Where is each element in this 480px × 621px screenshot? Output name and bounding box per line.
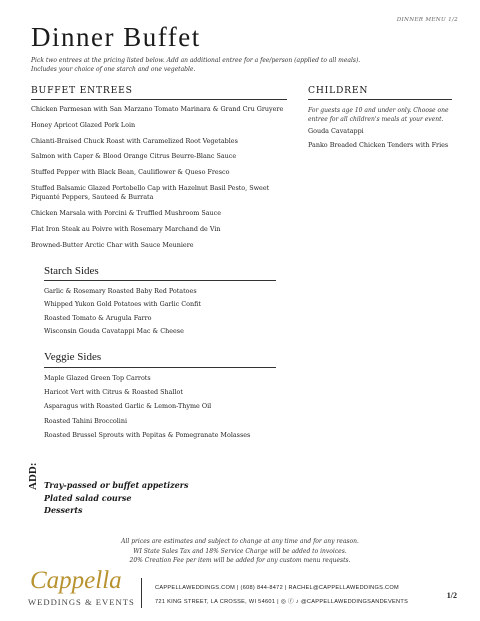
tiktok-icon: ♪ bbox=[295, 599, 300, 605]
list-item: Maple Glazed Green Top Carrots bbox=[44, 374, 151, 382]
children-heading: CHILDREN bbox=[308, 85, 369, 96]
list-item: Flat Iron Steak au Poivre with Rosemary Marchand de Vin bbox=[31, 224, 221, 233]
list-item: Stuffed Pepper with Black Bean, Cauliflower & Queso Fresco bbox=[31, 168, 230, 177]
contact-line bbox=[155, 596, 408, 605]
entrees-rule bbox=[31, 99, 287, 100]
list-item: Chicken Parmesan with San Marzano Tomato Marinara & Grand Cru Gruyere bbox=[31, 105, 284, 113]
brand-logo-subtitle: WEDDINGS & EVENTS bbox=[28, 597, 135, 607]
footnote-line: All prices are estimates and subject to change at any time and for any reason. bbox=[121, 538, 359, 545]
page-label: DINNER MENU 1/2 bbox=[396, 17, 458, 23]
entrees-list bbox=[31, 105, 291, 257]
list-item: Browned-Butter Arctic Char with Sauce Meuniere bbox=[31, 240, 194, 249]
page-number: 1/2 bbox=[446, 591, 457, 600]
social-handle: @CAPPELLAWEDDINGSANDEVENTS bbox=[300, 599, 409, 605]
list-item: Wisconsin Gouda Cavatappi Mac & Cheese bbox=[44, 326, 184, 335]
children-list bbox=[308, 127, 448, 150]
address: 721 KING STREET, LA CROSSE, WI 54601 | bbox=[155, 599, 281, 605]
contact-line: CAPPELLAWEDDINGS.COM | (608) 844-8472 | RACHEL@CAPPELLAWEDDINGS.COM bbox=[155, 585, 400, 591]
list-item: Chicken Marsala with Porcini & Truffled Mushroom Sauce bbox=[31, 209, 222, 218]
list-item: Panko Breaded Chicken Tenders with Fries bbox=[308, 141, 449, 149]
veggie-heading: Veggie Sides bbox=[44, 351, 102, 363]
children-note bbox=[308, 106, 458, 124]
list-item: Gouda Cavatappi bbox=[308, 127, 364, 135]
list-item: Whipped Yukon Gold Potatoes with Garlic Confit bbox=[44, 300, 201, 309]
veggie-rule bbox=[44, 367, 276, 368]
brand-logo: Cappella bbox=[30, 567, 122, 594]
intro-text bbox=[31, 56, 411, 74]
list-item: Garlic & Rosemary Roasted Baby Red Potatoes bbox=[44, 287, 197, 295]
facebook-icon: ⓕ bbox=[287, 599, 295, 605]
footnotes bbox=[0, 537, 480, 566]
intro-line: Pick two entrees at the pricing listed below. Add an additional entree for a fee/person (applied to all meals). bbox=[31, 57, 361, 64]
starch-rule bbox=[44, 280, 276, 281]
add-label: ADD: bbox=[27, 462, 39, 490]
list-item: Stuffed Balsamic Glazed Portobello Cap with Hazelnut Basil Pesto, Sweet bbox=[31, 183, 270, 192]
children-note-line: For guests age 10 and under only. Choose one bbox=[308, 107, 449, 114]
starch-list bbox=[44, 287, 201, 336]
list-item: Salmon with Caper & Blood Orange Citrus Beurre-Blanc Sauce bbox=[31, 152, 237, 161]
starch-heading: Starch Sides bbox=[44, 265, 99, 277]
list-item: Haricot Vert with Citrus & Roasted Shallot bbox=[44, 388, 183, 397]
children-note-line: entree for all children's meals at your event. bbox=[308, 116, 444, 124]
footer-divider bbox=[141, 578, 142, 608]
list-item: Chianti-Braised Chuck Roast with Caramelized Root Vegetables bbox=[31, 136, 238, 145]
list-item: Asparagus with Roasted Garlic & Lemon-Thyme Oil bbox=[44, 402, 212, 411]
intro-line: Includes your choice of one starch and one vegetable. bbox=[31, 66, 196, 74]
children-rule bbox=[308, 99, 452, 100]
list-item: Piquanté Peppers, Sauteed & Burrata bbox=[31, 193, 154, 202]
list-item: Roasted Brussel Sprouts with Pepitas & Pomegranate Molasses bbox=[44, 430, 251, 439]
add-list bbox=[44, 480, 188, 515]
instagram-icon: ◎ bbox=[280, 599, 287, 605]
list-item: Tray-passed or buffet appetizers bbox=[44, 480, 189, 490]
page-title: Dinner Buffet bbox=[31, 22, 201, 52]
list-item: Desserts bbox=[44, 505, 83, 515]
list-item: Plated salad course bbox=[44, 492, 132, 503]
veggie-list bbox=[44, 374, 250, 440]
list-item: Honey Apricot Glazed Pork Loin bbox=[31, 120, 136, 129]
footnote-line: 20% Creation Fee per item will be added for any custom menu requests. bbox=[129, 557, 351, 564]
entrees-heading: BUFFET ENTREES bbox=[31, 85, 133, 96]
list-item: Roasted Tahini Broccolini bbox=[44, 416, 127, 425]
list-item: Roasted Tomato & Arugula Farro bbox=[44, 313, 152, 322]
footnote-line: WI State Sales Tax and 18% Service Charge will be added to invoices. bbox=[133, 547, 347, 555]
